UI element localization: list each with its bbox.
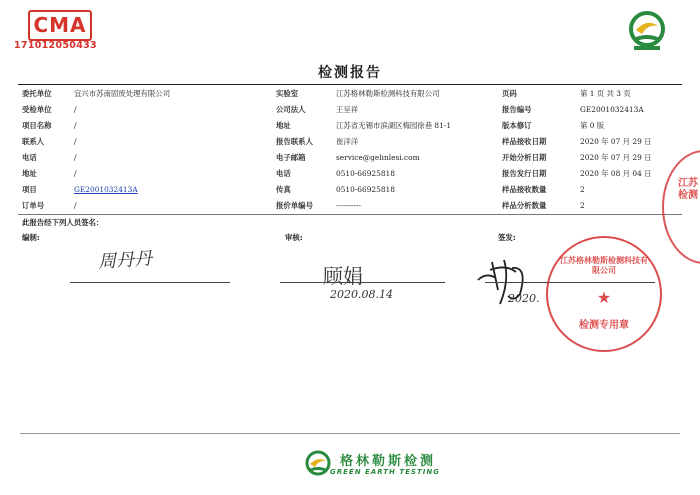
legal-rep-value: 王呈祥: [336, 105, 359, 114]
contact-label: 联系人: [22, 137, 45, 146]
partial-seal-stamp: 江苏检测: [662, 150, 700, 264]
analysis-start-date-label: 开始分析日期: [502, 153, 547, 162]
report-number-label: 报告编号: [502, 105, 532, 114]
lab-address-value: 江苏省无锡市滨湖区梅园徐巷 81-1: [336, 121, 452, 130]
table-bottom-rule: [18, 214, 682, 215]
signature-note: 此报告经下列人员签名：: [22, 218, 104, 227]
phone-value: /: [74, 153, 77, 162]
fax-value: 0510-66925818: [336, 185, 395, 194]
quote-number-value: ----------: [336, 201, 361, 210]
reviewer-label: 审核:: [285, 233, 303, 242]
issue-date-label: 报告发行日期: [502, 169, 547, 178]
lab-value: 江苏格林勒斯检测科技有限公司: [336, 89, 440, 98]
version-value: 第 0 版: [580, 121, 605, 130]
report-contact-value: 崔洋洋: [336, 137, 359, 146]
sample-received-date-value: 2020 年 07 月 29 日: [580, 137, 652, 146]
address-label: 地址: [22, 169, 37, 178]
green-earth-logo-icon: [624, 8, 670, 54]
editor-label: 编制:: [22, 233, 40, 242]
quote-number-label: 报价单编号: [276, 201, 313, 210]
page-number-value: 第 1 页 共 3 页: [580, 89, 631, 98]
editor-signature: 周丹丹: [97, 248, 153, 273]
page-number-label: 页码: [502, 89, 517, 98]
report-info-column: [502, 86, 682, 214]
report-number-value: GE2001032413A: [580, 105, 644, 114]
table-top-rule: [18, 84, 682, 85]
email-value[interactable]: service@gelinlesi.com: [336, 153, 420, 162]
lab-label: 实验室: [276, 89, 299, 98]
contact-value: /: [74, 137, 77, 146]
project-link[interactable]: GE2001032413A: [74, 185, 138, 194]
samples-received-count-value: 2: [580, 185, 585, 194]
footer-rule: [20, 433, 680, 434]
project-label: 项目: [22, 185, 37, 194]
samples-received-count-label: 样品接收数量: [502, 185, 547, 194]
project-name-value: /: [74, 121, 77, 130]
cma-logo: CMA: [28, 10, 92, 41]
footer-brand-cn: 格林勒斯检测: [340, 454, 437, 469]
inspected-unit-label: 受检单位: [22, 105, 52, 114]
client-label: 委托单位: [22, 89, 52, 98]
order-number-value: /: [74, 201, 77, 210]
issuer-date: 2020.: [508, 292, 540, 305]
sample-received-date-label: 样品接收日期: [502, 137, 547, 146]
footer-brand-en: GREEN EARTH TESTING: [330, 468, 440, 476]
samples-analyzed-count-value: 2: [580, 201, 585, 210]
phone-label: 电话: [22, 153, 37, 162]
report-contact-label: 报告联系人: [276, 137, 313, 146]
analysis-start-date-value: 2020 年 07 月 29 日: [580, 153, 652, 162]
editor-signature-line: [70, 282, 230, 283]
lab-address-label: 地址: [276, 121, 291, 130]
email-label: 电子邮箱: [276, 153, 306, 162]
project-name-label: 项目名称: [22, 121, 52, 130]
green-earth-footer-logo-icon: [303, 448, 333, 478]
reviewer-signature: 顾娟: [323, 264, 363, 288]
lab-info-column: [276, 86, 496, 214]
legal-rep-label: 公司法人: [276, 105, 306, 114]
address-value: /: [74, 169, 77, 178]
inspection-seal-stamp: 江苏格林勒斯检测科技有限公司 ★ 检测专用章: [546, 236, 662, 352]
lab-phone-label: 电话: [276, 169, 291, 178]
client-value: 宜兴市苏南固废处理有限公司: [74, 89, 171, 98]
cma-number: 171012050433: [14, 40, 97, 51]
issuer-label: 签发:: [498, 233, 516, 242]
fax-label: 传真: [276, 185, 291, 194]
order-number-label: 订单号: [22, 201, 45, 210]
lab-phone-value: 0510-66925818: [336, 169, 395, 178]
samples-analyzed-count-label: 样品分析数量: [502, 201, 547, 210]
reviewer-signature-line: [280, 282, 445, 283]
inspected-unit-value: /: [74, 105, 77, 114]
version-label: 版本修订: [502, 121, 532, 130]
issue-date-value: 2020 年 08 月 04 日: [580, 169, 652, 178]
page-title: 检测报告: [318, 65, 382, 81]
client-info-column: [22, 86, 272, 214]
reviewer-date: 2020.08.14: [330, 288, 393, 301]
